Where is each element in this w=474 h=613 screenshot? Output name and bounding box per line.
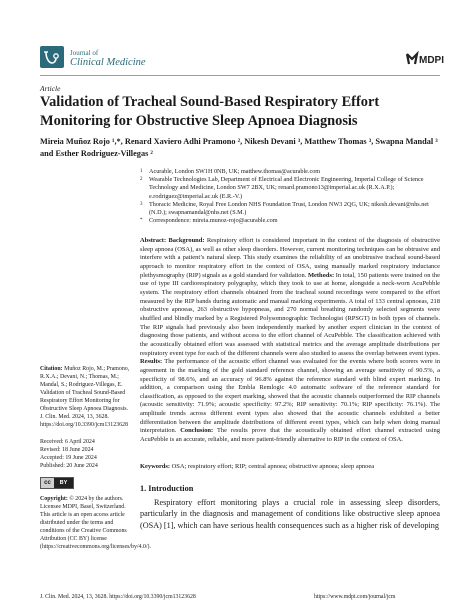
header-divider	[40, 75, 440, 76]
abstract-methods: In total, 150 patients were trained on the use of type III cardiorespiratory polygraphy, which they took to use at home, alongside a neck-worn AcuPebble system. The respiratory effort channels obtained from the tracheal sound recordings were compared to the effort measured by the RIP bands during automatic and manual marking experiments. A total of 133 central apnoeas, 218 obstructive apnoeas, 263 obstructive hypopneas, and 270 normal breathing randomly selected segments were shuffled and blindly marked by a Registered Polysomnographic Technologist (RPSGT) in both types of channels. The RIP signals had previously also been independently marked by another expert clinician in the context of diagnosing those patients, and without access to the effort channel of AcuPebble. The classification achieved with the acoustically obtained effort was assessed with statistical metrics and the average amplitude distributions per respiratory event type for each of the different channels were also studied to assess the overlap between event types.	[140, 271, 440, 357]
abstract-background: Respiratory effort is considered important in the context of the diagnosis of obstructive sleep apnoea (OSA), as well as other sleep disorders. However, current monitoring techniques can be obtrusive and interfere with a patient’s natural sleep. This study examines the reliability of an unobtrusive tracheal sound-based approach to monitor respiratory effort in the context of OSA, using manually marked respiratory inductance plethysmography (RIP) signals as a gold standard for validation.	[140, 237, 440, 279]
article-info-sidebar	[40, 365, 151, 551]
section-heading-introduction: 1. Introduction	[140, 484, 194, 493]
date-revised: Revised: 18 June 2024	[40, 447, 94, 453]
publication-dates	[40, 438, 130, 470]
citation-text: Muñoz Rojo, M.; Pramono, R.X.A.; Devani, N.; Thomas, M.; Mandal, S.; Rodriguez-Villegas, E. Validation of Tracheal Sound-Based Respiratory Effort Monitoring for Obstructive Sleep Apnoea Diagnosis. J. Clin. Med. 2024, 13, 3628. https://doi.org/10.3390/jcm13123628	[40, 366, 130, 428]
author-list: Mireia Muñoz Rojo ¹,*, Renard Xaviero Adhi Pramono ², Nikesh Devani ³, Matthew Thomas ³, Swapna Mandal ³ and Esther Rodriguez-Villegas ²	[40, 137, 438, 158]
cc-icon-left: cc	[41, 478, 54, 488]
citation	[40, 365, 130, 429]
date-accepted: Accepted: 19 June 2024	[40, 455, 97, 461]
affiliation-3: 3 Thoracic Medicine, Royal Free London NHS Foundation Trust, London NW3 2QG, UK; nikesh.devani@nhs.net (N.D.); swapnamandal@nhs.net (S.M.)	[140, 200, 429, 217]
article-type: Article	[40, 84, 61, 93]
correspondence: * Correspondence: mireia.munoz-rojo@acurable.com	[140, 217, 278, 225]
footer-citation[interactable]: J. Clin. Med. 2024, 13, 3628. https://doi.org/10.3390/jcm13123628	[40, 594, 196, 600]
copyright	[40, 495, 151, 551]
abstract-results-label: Results:	[140, 358, 163, 366]
keywords-label: Keywords:	[140, 463, 171, 470]
mdpi-logo	[405, 52, 444, 66]
paper-title: Validation of Tracheal Sound-Based Respiratory Effort Monitoring for Obstructive Sleep Apnoea Diagnosis	[40, 94, 380, 129]
copyright-text: © 2024 by the authors. Licensee MDPI, Basel, Switzerland. This article is an open access article distributed under the terms and conditions of the Creative Commons Attribution (CC BY) license (https://creativecommons.org/licenses/by/4.0/).	[40, 496, 151, 550]
journal-name-line2: Clinical Medicine	[70, 57, 146, 68]
cc-icon-right: BY	[54, 478, 73, 488]
affiliation-1: 1 Acurable, London SW1H 0NB, UK; matthew.thomas@acurable.com	[140, 168, 321, 175]
mdpi-logo-text: MDPI	[419, 55, 444, 66]
citation-label: Citation:	[40, 366, 63, 372]
date-published: Published: 20 June 2024	[40, 463, 98, 469]
abstract-results: The performance of the acoustic effort channel was evaluated for the events where both scorers were in agreement in the marking of the gold standard reference channel, showing an average sensitivity of 90.5%, a specificity of 98.6%, and an accuracy of 96.8% against the reference standard with blind expert marking. In addition, a comparison using the Embla Remlogic 4.0 automatic software of the reference standard for classification, as opposed to the expert marking, showed that the acoustic channels outperformed the RIP channels (acoustic sensitivity: 71.9%; acoustic specificity: 97.2%; RIP sensitivity: 70.1%; RIP specificity: 76.1%). The amplitude trends across different event types also showed that the acoustic channels exhibited a better differentiation between the amplitude distributions of different event types, which can help when doing manual interpretation.	[140, 358, 440, 435]
affiliations	[140, 168, 440, 225]
abstract	[140, 237, 440, 445]
introduction-paragraph: Respiratory effort monitoring plays a crucial role in assessing sleep disorders, particularly in the diagnosis and management of conditions like obstructive sleep apnoea (OSA) [1], which can have serious health consequences such as a higher risk of developing	[140, 498, 440, 530]
keywords	[140, 463, 440, 471]
journal-logo-icon	[40, 46, 64, 68]
abstract-conclusion-label: Conclusion:	[180, 427, 214, 435]
journal-name-line1: Journal of	[70, 49, 99, 57]
cc-by-license-icon[interactable]	[40, 477, 74, 489]
abstract-background-label: Abstract: Background:	[140, 237, 205, 244]
copyright-label: Copyright:	[40, 496, 68, 502]
date-received: Received: 6 April 2024	[40, 439, 95, 445]
abstract-conclusion: The results prove that the acoustically obtained effort channel extracted using AcuPebble is an accurate, reliable, and more patient-friendly alternative to RIP in the context of OSA.	[140, 427, 440, 444]
footer-journal-link[interactable]: https://www.mdpi.com/journal/jcm	[314, 594, 396, 600]
abstract-methods-label: Methods:	[307, 271, 335, 279]
affiliation-2: 2 Wearable Technologies Lab, Department of Electrical and Electronic Engineering, Imperial College of Science Technology and Medicine, London SW7 2BX, UK; renard.pramono13@imperial.ac.uk (R.X.A.P.); e.rodriguez@imperial.ac.uk (E.R.-V.)	[140, 176, 424, 200]
keywords-text: OSA; respiratory effort; RIP; central apnoea; obstructive apnoea; sleep apnoea	[171, 463, 375, 470]
